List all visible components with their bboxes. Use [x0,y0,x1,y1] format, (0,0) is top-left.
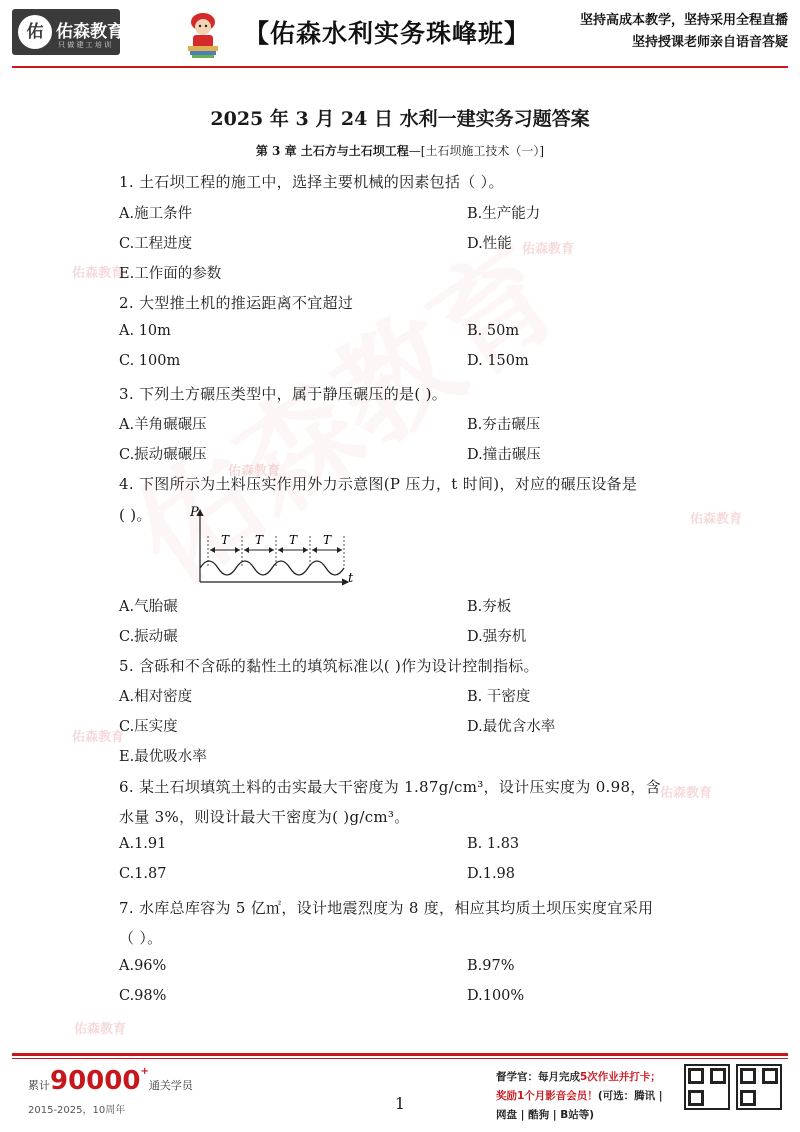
stats-prefix: 累计 [28,1079,50,1092]
promo-line-1b: 5次作业并打卡； [580,1071,661,1083]
option-b: B. 50m [467,323,520,339]
chapter-title: 第 3 章 土石方与土石坝工程 [255,144,409,158]
footer-divider [12,1053,788,1056]
stats-number: 90000 [50,1066,141,1096]
question-6: 6. 某土石坝填筑土料的击实最大干密度为 1.87g/cm³，设计压实度为 0.98，含 [119,778,661,796]
background-watermark [96,234,784,966]
period-label: T [323,533,332,547]
page-header [0,0,800,66]
question-5: 5. 含砾和不含砾的黏性土的填筑标准以( )作为设计控制指标。 [119,657,539,675]
option-d: D.1.98 [467,866,516,882]
period-arrowhead [235,547,240,553]
option-c: C.压实度 [119,719,178,735]
question-7-line-2: （ ）。 [119,929,163,947]
student-stats [28,1066,193,1096]
promo-line-3: 网盘 | 酷狗 | B站等) [496,1109,595,1121]
period-arrowhead [337,547,342,553]
footer-divider-thin [12,1058,788,1059]
option-b: B.97% [467,958,515,974]
option-c: C. 100m [119,353,181,369]
watermark: 佑森教育 [522,242,575,257]
option-d: D.强夯机 [467,629,527,645]
option-a: A.施工条件 [119,206,193,222]
page-number: 1 [394,1094,406,1113]
header-divider [12,66,788,68]
option-d: D.性能 [467,236,512,252]
stats-plus: + [140,1066,149,1077]
logo-name: 佑森教育 [56,22,124,42]
option-e: E.工作面的参数 [119,266,222,282]
watermark: 佑森教育 [72,730,125,745]
promo-text [496,1068,680,1125]
option-c: C.振动碾 [119,629,178,645]
option-b: B.生产能力 [467,206,541,222]
period-label: T [289,533,298,547]
force-wave-diagram [190,506,360,586]
chapter-subtitle: —[土石坝施工技术（一）] [408,144,545,158]
option-b: B. 1.83 [467,836,520,852]
logo-slogan: 只 做 建 工 培 训 [58,41,112,49]
document-title: 2025 年 3 月 24 日 水利一建实务习题答案 [210,108,590,130]
question-6-line-2: 水量 3%，则设计最大干密度为( )g/cm³。 [119,808,410,826]
period-arrowhead [278,547,283,553]
question-2: 2. 大型推土机的推运距离不宜超过 [119,294,354,312]
option-a: A.96% [119,958,167,974]
option-c: C.1.87 [119,866,167,882]
promo-line-1a: 督学官：每月完成 [496,1071,580,1083]
option-c: C.98% [119,988,167,1004]
watermark: 佑森教育 [72,266,125,281]
x-axis-label: t [348,571,354,586]
watermark: 佑森教育 [74,1022,127,1037]
option-b: B. 干密度 [467,689,531,705]
watermark: 佑森教育 [228,464,281,479]
question-1: 1. 土石坝工程的施工中，选择主要机械的因素包括（ ）。 [119,173,504,191]
anniversary-text: 2015-2025，10周年 [28,1105,126,1116]
option-e: E.最优吸水率 [119,749,207,765]
header-slogan-2: 坚持授课老师亲自语音答疑 [631,35,788,50]
option-a: A.气胎碾 [119,599,178,615]
option-a: A.羊角碾碾压 [119,417,207,433]
option-d: D.撞击碾压 [467,447,541,463]
period-arrowhead [210,547,215,553]
option-a: A.相对密度 [119,689,193,705]
brand-logo [12,9,124,55]
logo-glyph: 佑 [26,22,44,42]
watermark: 佑森教育 [690,512,743,527]
option-d: D. 150m [467,353,529,369]
option-c: C.振动碾碾压 [119,447,207,463]
watermark: 佑森教育 [660,786,713,801]
course-title: 【佑森水利实务珠峰班】 [244,19,531,48]
option-d: D.最优含水率 [467,719,556,735]
y-axis-label: P [190,506,199,520]
period-arrowhead [269,547,274,553]
chapter-heading [0,142,800,159]
promo-line-2b: (可选：腾讯 | [597,1090,663,1102]
stats-suffix: 通关学员 [148,1079,193,1092]
header-slogans [580,10,788,54]
option-b: B.夯击碾压 [467,417,541,433]
period-markers [208,533,344,566]
option-d: D.100% [467,988,525,1004]
option-c: C.工程进度 [119,236,193,252]
question-4: 4. 下图所示为土料压实作用外力示意图(P 压力，t 时间)，对应的碾压设备是 [119,475,638,493]
question-3: 3. 下列土方碾压类型中，属于静压碾压的是( )。 [119,385,448,403]
option-a: A.1.91 [119,836,167,852]
qr-code-icon[interactable] [684,1064,730,1110]
period-label: T [255,533,264,547]
option-b: B.夯板 [467,599,512,615]
period-arrowhead [303,547,308,553]
period-arrowhead [244,547,249,553]
period-label: T [221,533,230,547]
mascot-icon [180,10,226,60]
promo-line-2a: 奖励1个月影音会员！ [496,1090,598,1102]
qr-code-icon[interactable] [736,1064,782,1110]
option-a: A. 10m [119,323,171,339]
header-slogan-1: 坚持高成本教学，坚持采用全程直播 [579,13,788,28]
period-arrowhead [312,547,317,553]
question-7: 7. 水库总库容为 5 亿㎡，设计地震烈度为 8 度，相应其均质土坝压实度宜采用 [119,899,654,917]
question-4-line-2: ( )。 [119,506,152,524]
wave-line [200,561,344,575]
